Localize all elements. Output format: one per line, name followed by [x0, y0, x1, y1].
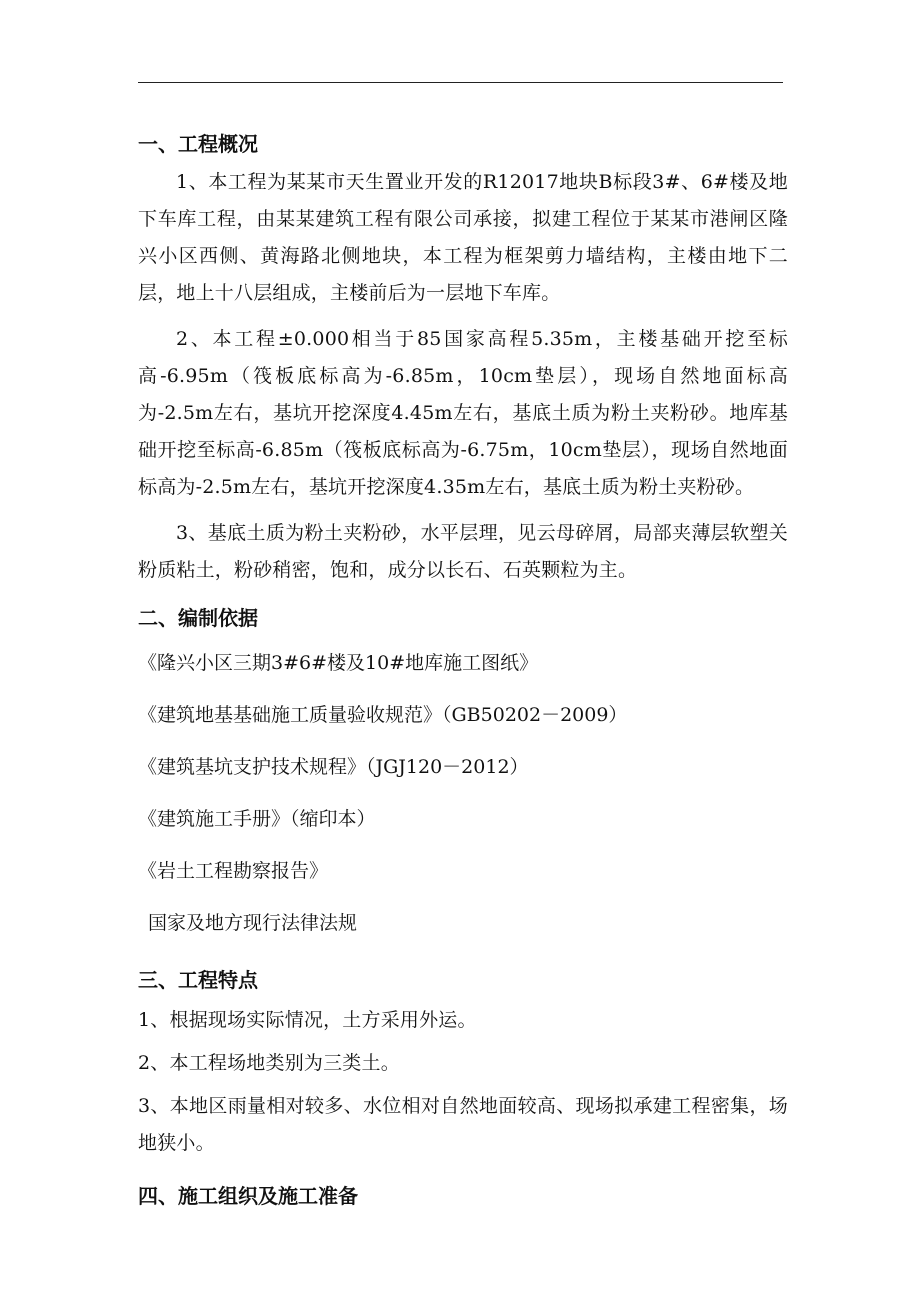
section-heading: 一、工程概况: [138, 132, 258, 156]
list-item: 3、本地区雨量相对较多、水位相对自然地面较高、现场拟承建工程密集，场地狭小。: [138, 1095, 788, 1154]
section-heading: 二、编制依据: [138, 606, 258, 630]
reference-item: 《建筑地基基础施工质量验收规范》（GB50202－2009）: [138, 704, 628, 726]
section-basis: [138, 598, 788, 938]
document-body: [138, 124, 788, 1216]
header-rule: [138, 82, 783, 83]
reference-item: 《岩土工程勘察报告》: [138, 860, 329, 882]
section-project-overview: [138, 124, 788, 589]
reference-item: 国家及地方现行法律法规: [148, 912, 358, 934]
paragraph: 1、本工程为某某市天生置业开发的R12017地块B标段3#、6#楼及地下车库工程，由某某建筑工程有限公司承接，拟建工程位于某某市港闸区隆兴小区西侧、黄海路北侧地块，本工程为框架剪力墙结构，主楼由地下二层，地上十八层组成，主楼前后为一层地下车库。: [138, 171, 788, 304]
reference-item: 《隆兴小区三期3#6#楼及10#地库施工图纸》: [138, 652, 539, 674]
list-item: 2、本工程场地类别为三类土。: [138, 1052, 400, 1074]
section-heading: 四、施工组织及施工准备: [138, 1184, 358, 1208]
section-heading: 三、工程特点: [138, 968, 258, 992]
reference-item: 《建筑基坑支护技术规程》（JGJ120－2012）: [138, 756, 529, 778]
reference-item: 《建筑施工手册》（缩印本）: [138, 808, 376, 830]
paragraph: 2、本工程±0.000相当于85国家高程5.35m，主楼基础开挖至标高-6.95m（筏板底标高为-6.85m，10cm垫层），现场自然地面标高为-2.5m左右，基坑开挖深度4.45m左右，基底土质为粉土夹粉砂。地库基础开挖至标高-6.85m（筏板底标高为-6.75m，10cm垫层），现场自然地面标高为-2.5m左右，基坑开挖深度4.35m左右，基底土质为粉土夹粉砂。: [138, 328, 788, 498]
paragraph: 3、基底土质为粉土夹粉砂，水平层理，见云母碎屑，局部夹薄层软塑关粉质粘土，粉砂稍密，饱和，成分以长石、石英颗粒为主。: [138, 522, 788, 581]
section-organization: [138, 1176, 788, 1216]
list-item: 1、根据现场实际情况，土方采用外运。: [138, 1009, 477, 1031]
section-characteristics: [138, 960, 788, 1162]
